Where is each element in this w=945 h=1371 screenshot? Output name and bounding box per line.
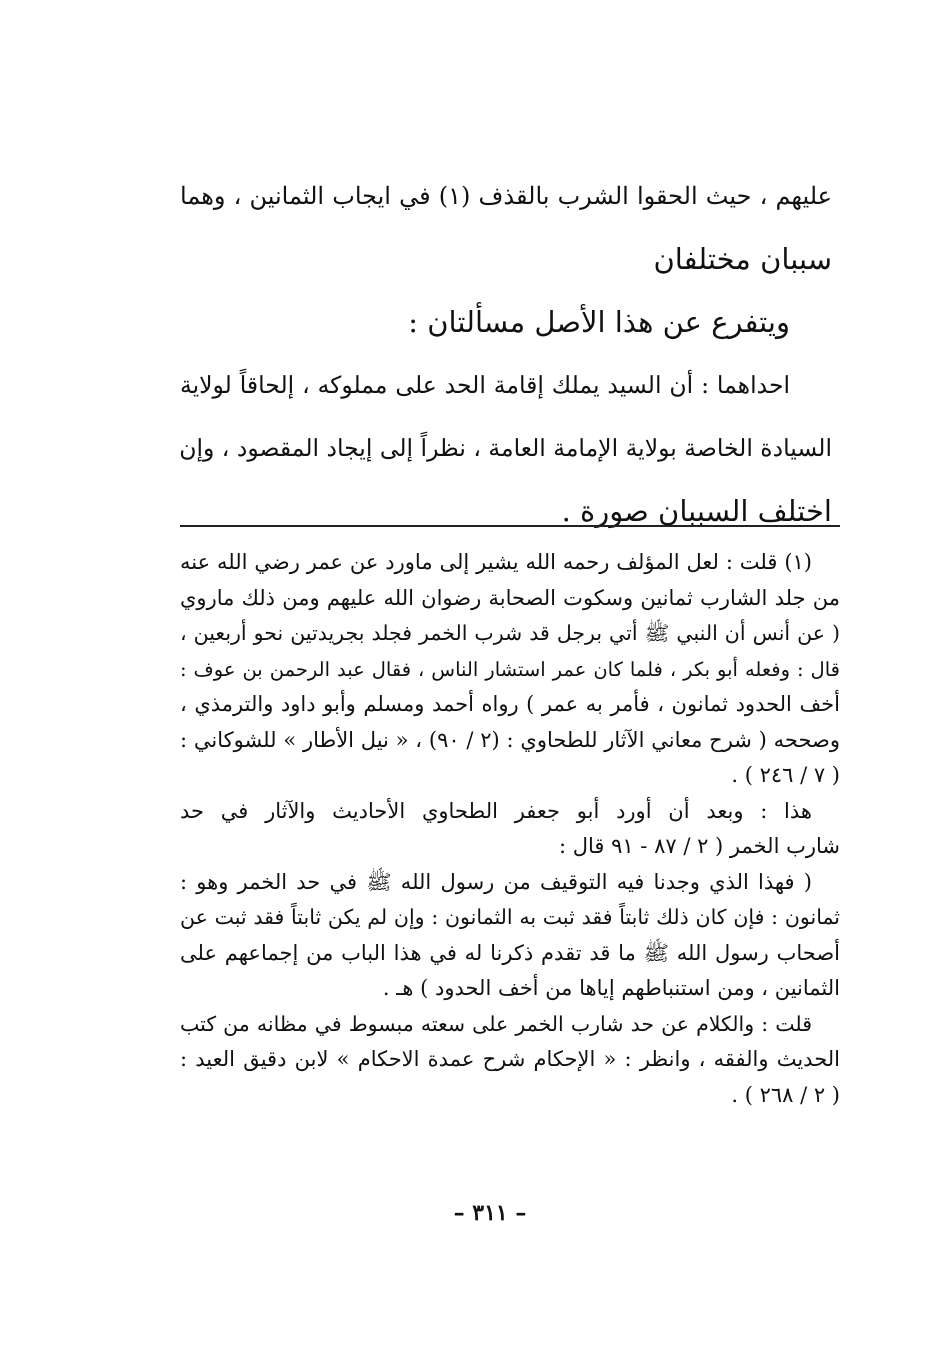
main-text-line: عليهم ، حيث الحقوا الشرب بالقذف (١) في ايجاب الثمانين ، وهما — [180, 182, 833, 210]
footnote-separator — [180, 525, 840, 527]
footnote-line: ( عن أنس أن النبي ﷺ أتي برجل قد شرب الخمر فجلد بجريدتين نحو أربعين ، — [180, 621, 840, 645]
footnote-line: من جلد الشارب ثمانين وسكوت الصحابة رضوان الله عليهم ومن ذلك ماروي — [180, 585, 840, 610]
footnote-line: أخف الحدود ثمانون ، فأمر به عمر ) رواه أحمد ومسلم وأبو داود والترمذي ، — [180, 692, 840, 716]
footnote-line: ثمانون : فإن كان ذلك ثابتاً فقد ثبت به الثمانون : وإن لم يكن ثابتاً فقد ثبت عن — [180, 905, 840, 929]
main-text-line: السيادة الخاصة بولاية الإمامة العامة ، نظراً إلى إيجاد المقصود ، وإن — [179, 434, 832, 462]
footnote-line: قلت : والكلام عن حد شارب الخمر على سعته مبسوط في مظانه من كتب — [180, 1011, 812, 1036]
footnote-line: الحديث والفقه ، وانظر : « الإحكام شرح عمدة الاحكام » لابن دقيق العيد : — [180, 1047, 840, 1071]
footnote-line: ( ٧ / ٢٤٦ ) . — [731, 763, 840, 787]
main-text-line: احداهما : أن السيد يملك إقامة الحد على مملوكه ، إلحاقاً لولاية — [180, 371, 790, 399]
footnotes — [180, 545, 840, 1113]
footnote-line: أصحاب رسول الله ﷺ ما قد تقدم ذكرنا له في هذا الباب من إجماعهم على — [180, 940, 840, 965]
main-text-line: سببان مختلفان — [653, 242, 832, 276]
main-text — [180, 165, 832, 543]
footnote-line: ( ٢ / ٢٦٨ ) . — [731, 1082, 840, 1107]
footnote-line: (١) قلت : لعل المؤلف رحمه الله يشير إلى ماورد عن عمر رضي الله عنه — [180, 550, 812, 574]
page-number: – ٣١١ – — [453, 1200, 527, 1226]
main-text-line: ويتفرع عن هذا الأصل مسألتان : — [408, 305, 790, 339]
footnote-line: هذا : وبعد أن أورد أبو جعفر الطحاوي الأحاديث والآثار في حد — [180, 798, 812, 823]
footnote-line: شارب الخمر ( ٢ / ٨٧ - ٩١ قال : — [558, 834, 840, 858]
main-text-line: اختلف السببان صورة . — [561, 494, 832, 528]
footnote-line: وصححه ( شرح معاني الآثار للطحاوي : (٢ / ٩٠) ، « نيل الأطار » للشوكاني : — [180, 727, 840, 752]
footnote-line: الثمانين ، ومن استنباطهم إياها من أخف الحدود ) هـ . — [382, 976, 840, 1000]
footnote-line: قال : وفعله أبو بكر ، فلما كان عمر استشار الناس ، فقال عبد الرحمن بن عوف : — [180, 657, 840, 681]
footnote-line: ( فهذا الذي وجدنا فيه التوقيف من رسول الله ﷺ في حد الخمر وهو : — [180, 869, 812, 894]
